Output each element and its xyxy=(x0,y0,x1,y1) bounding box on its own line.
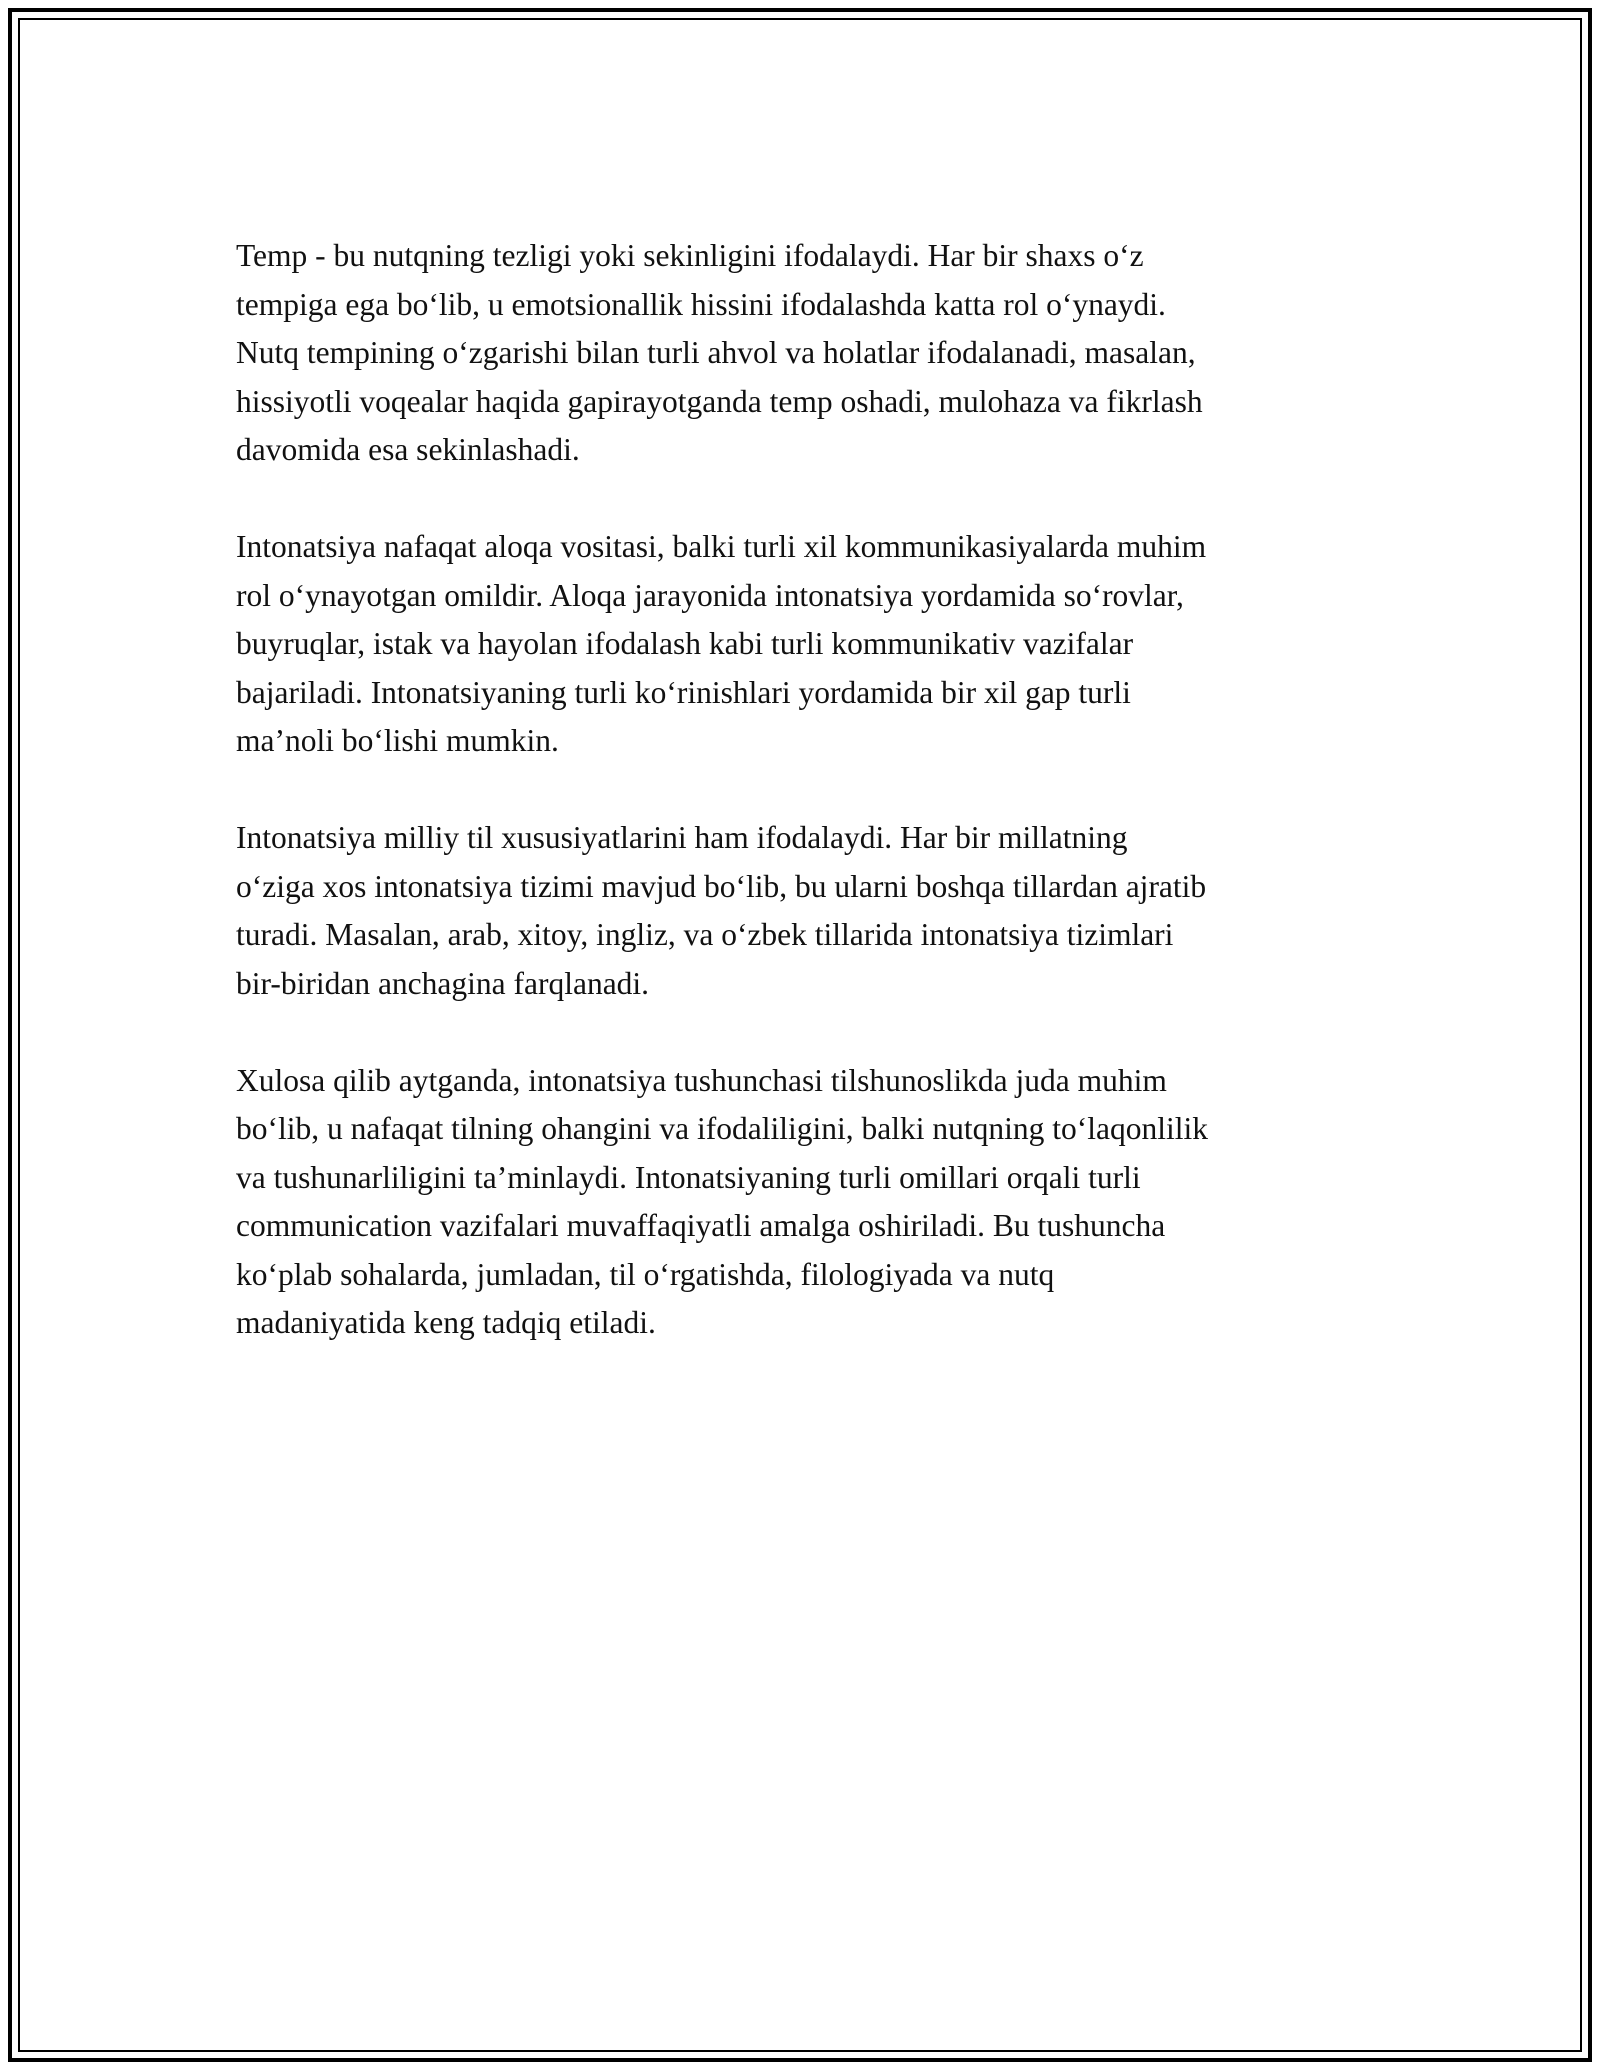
paragraph-conclusion: Xulosa qilib aytganda, intonatsiya tushunchasi tilshunoslikda juda muhim bo‘lib, u nafaqat tilning ohangini va ifodaliligini, balki nutqning to‘laqonlilik va tushunarliligini ta’minlaydi. Intonatsiyaning turli omillari orqali turli communication vazifalari muvaffaqiyatli amalga oshiriladi. Bu tushuncha ko‘plab sohalarda, jumladan, til o‘rgatishda, filologiyada va nutq madaniyatida keng tadqiq etiladi. xyxy=(236,1062,1208,1340)
document-body xyxy=(236,232,1376,1396)
paragraph-tempo: Temp - bu nutqning tezligi yoki sekinligini ifodalaydi. Har bir shaxs o‘z tempiga ega bo‘lib, u emotsionallik hissini ifodalashda katta rol o‘ynaydi. Nutq tempining o‘zgarishi bilan turli ahvol va holatlar ifodalanadi, masalan, hissiyotli voqealar haqida gapirayotganda temp oshadi, mulohaza va fikrlash davomida esa sekinlashadi. xyxy=(236,238,1203,467)
paragraph-communication: Intonatsiya nafaqat aloqa vositasi, balki turli xil kommunikasiyalarda muhim rol o‘ynayotgan omildir. Aloqa jarayonida intonatsiya yordamida so‘rovlar, buyruqlar, istak va hayolan ifodalash kabi turli kommunikativ vazifalar bajariladi. Intonatsiyaning turli ko‘rinishlari yordamida bir xil gap turli ma’noli bo‘lishi mumkin. xyxy=(236,529,1207,758)
paragraph-national-features: Intonatsiya milliy til xususiyatlarini ham ifodalaydi. Har bir millatning o‘ziga xos intonatsiya tizimi mavjud bo‘lib, bu ularni boshqa tillardan ajratib turadi. Masalan, arab, xitoy, ingliz, va o‘zbek tillarida intonatsiya tizimlari bir-biridan anchagina farqlanadi. xyxy=(236,820,1207,1001)
